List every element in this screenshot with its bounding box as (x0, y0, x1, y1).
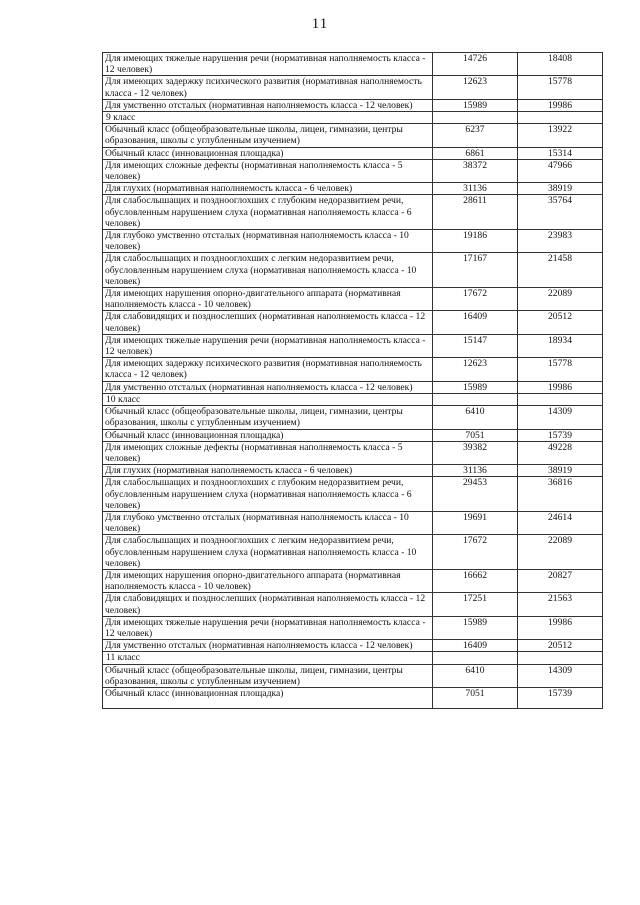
table-row (103, 381, 603, 393)
row-description: Для слабовидящих и позднослепших (нормативная наполняемость класса - 12 человек) (103, 311, 433, 334)
value-cell-2: 20512 (518, 640, 603, 652)
table-row (103, 358, 603, 381)
table-row (103, 477, 603, 512)
row-description: Для слабослышащих и позднооглохших с глубоким недоразвитием речи, обусловленным нарушением слуха (нормативная наполняемость класса - 6 человек) (103, 477, 433, 512)
table-row (103, 311, 603, 334)
row-description: Обычный класс (инновационная площадка) (103, 147, 433, 159)
value-cell-1: 17167 (433, 253, 518, 288)
value-cell-1: 15989 (433, 99, 518, 111)
row-description: Обычный класс (инновационная площадка) (103, 687, 433, 708)
value-cell-2: 14309 (518, 664, 603, 687)
value-cell-1: 6410 (433, 406, 518, 429)
table-row (103, 147, 603, 159)
table-row (103, 183, 603, 195)
table-row (103, 76, 603, 99)
value-cell-1: 17672 (433, 288, 518, 311)
row-description: Обычный класс (общеобразовательные школы, лицеи, гимназии, центры образования, школы с углубленным изучением) (103, 406, 433, 429)
table-row (103, 124, 603, 147)
row-description: Обычный класс (общеобразовательные школы, лицеи, гимназии, центры образования, школы с углубленным изучением) (103, 664, 433, 687)
value-cell-1: 16409 (433, 640, 518, 652)
value-cell-2: 13922 (518, 124, 603, 147)
table-row (103, 288, 603, 311)
value-cell-2: 49228 (518, 441, 603, 464)
value-cell-2: 47966 (518, 159, 603, 182)
section-label: 11 класс (103, 652, 433, 664)
value-cell-1: 19186 (433, 230, 518, 253)
table-row (103, 53, 603, 76)
table-row (103, 253, 603, 288)
row-description: Для глубоко умственно отсталых (нормативная наполняемость класса - 10 человек) (103, 230, 433, 253)
table-row (103, 195, 603, 230)
value-cell-2: 15778 (518, 76, 603, 99)
value-cell-1: 17672 (433, 535, 518, 570)
value-cell-1: 6410 (433, 664, 518, 687)
row-description: Для имеющих тяжелые нарушения речи (нормативная наполняемость класса - 12 человек) (103, 616, 433, 639)
row-description: Для умственно отсталых (нормативная наполняемость класса - 12 человек) (103, 640, 433, 652)
value-cell-1 (433, 652, 518, 664)
value-cell-2: 15739 (518, 687, 603, 708)
row-description: Для слабослышащих и позднооглохших с легким недоразвитием речи, обусловленным нарушением слуха (нормативная наполняемость класса - 10 человек) (103, 535, 433, 570)
row-description: Для имеющих сложные дефекты (нормативная наполняемость класса - 5 человек) (103, 159, 433, 182)
page-number: 11 (311, 16, 329, 32)
value-cell-1: 6237 (433, 124, 518, 147)
value-cell-1: 17251 (433, 593, 518, 616)
row-description: Для имеющих задержку психического развития (нормативная наполняемость класса - 12 человек) (103, 358, 433, 381)
value-cell-2: 23983 (518, 230, 603, 253)
value-cell-1: 12623 (433, 76, 518, 99)
value-cell-2 (518, 393, 603, 405)
value-cell-2: 18934 (518, 334, 603, 357)
row-description: Для глубоко умственно отсталых (нормативная наполняемость класса - 10 человек) (103, 511, 433, 534)
table-row (103, 230, 603, 253)
value-cell-1: 14726 (433, 53, 518, 76)
row-description: Для имеющих задержку психического развития (нормативная наполняемость класса - 12 человек) (103, 76, 433, 99)
table-row (103, 640, 603, 652)
value-cell-2: 24614 (518, 511, 603, 534)
table-row (103, 334, 603, 357)
section-header-row (103, 652, 603, 664)
table-row (103, 687, 603, 708)
section-label: 9 класс (103, 112, 433, 124)
section-label: 10 класс (103, 393, 433, 405)
row-description: Для имеющих тяжелые нарушения речи (нормативная наполняемость класса - 12 человек) (103, 53, 433, 76)
table-row (103, 511, 603, 534)
row-description: Для слабослышащих и позднооглохших с легким недоразвитием речи, обусловленным нарушением слуха (нормативная наполняемость класса - 10 человек) (103, 253, 433, 288)
table-row (103, 569, 603, 592)
table-row (103, 616, 603, 639)
table-body (103, 53, 603, 709)
value-cell-2: 38919 (518, 183, 603, 195)
value-cell-1: 6861 (433, 147, 518, 159)
value-cell-2: 38919 (518, 465, 603, 477)
value-cell-2: 20827 (518, 569, 603, 592)
table-row (103, 99, 603, 111)
value-cell-2: 14309 (518, 406, 603, 429)
value-cell-1: 19691 (433, 511, 518, 534)
value-cell-2: 22089 (518, 535, 603, 570)
table-row (103, 429, 603, 441)
row-description: Обычный класс (общеобразовательные школы, лицеи, гимназии, центры образования, школы с углубленным изучением) (103, 124, 433, 147)
value-cell-2 (518, 652, 603, 664)
row-description: Для имеющих сложные дефекты (нормативная наполняемость класса - 5 человек) (103, 441, 433, 464)
table-row (103, 465, 603, 477)
value-cell-1: 28611 (433, 195, 518, 230)
funding-norms-table (102, 52, 603, 709)
value-cell-2: 36816 (518, 477, 603, 512)
row-description: Для умственно отсталых (нормативная наполняемость класса - 12 человек) (103, 99, 433, 111)
value-cell-2: 19986 (518, 99, 603, 111)
value-cell-1: 15989 (433, 381, 518, 393)
value-cell-1: 16662 (433, 569, 518, 592)
row-description: Для глухих (нормативная наполняемость класса - 6 человек) (103, 183, 433, 195)
table-row (103, 664, 603, 687)
row-description: Для умственно отсталых (нормативная наполняемость класса - 12 человек) (103, 381, 433, 393)
value-cell-2 (518, 112, 603, 124)
value-cell-1: 39382 (433, 441, 518, 464)
row-description: Для имеющих тяжелые нарушения речи (нормативная наполняемость класса - 12 человек) (103, 334, 433, 357)
value-cell-1: 16409 (433, 311, 518, 334)
value-cell-2: 15739 (518, 429, 603, 441)
value-cell-2: 19986 (518, 381, 603, 393)
table-row (103, 535, 603, 570)
value-cell-1: 29453 (433, 477, 518, 512)
value-cell-1: 7051 (433, 429, 518, 441)
value-cell-1: 7051 (433, 687, 518, 708)
row-description: Для имеющих нарушения опорно-двигательного аппарата (нормативная наполняемость класса - 10 человек) (103, 288, 433, 311)
value-cell-1: 12623 (433, 358, 518, 381)
row-description: Для слабовидящих и позднослепших (нормативная наполняемость класса - 12 человек) (103, 593, 433, 616)
row-description: Для слабослышащих и позднооглохших с глубоким недоразвитием речи, обусловленным нарушением слуха (нормативная наполняемость класса - 6 человек) (103, 195, 433, 230)
value-cell-2: 19986 (518, 616, 603, 639)
value-cell-2: 20512 (518, 311, 603, 334)
value-cell-1: 31136 (433, 183, 518, 195)
value-cell-1: 38372 (433, 159, 518, 182)
value-cell-2: 21458 (518, 253, 603, 288)
table-row (103, 441, 603, 464)
value-cell-1 (433, 112, 518, 124)
value-cell-2: 21563 (518, 593, 603, 616)
row-description: Обычный класс (инновационная площадка) (103, 429, 433, 441)
value-cell-1 (433, 393, 518, 405)
value-cell-1: 15989 (433, 616, 518, 639)
table-row (103, 159, 603, 182)
section-header-row (103, 112, 603, 124)
row-description: Для глухих (нормативная наполняемость класса - 6 человек) (103, 465, 433, 477)
table-row (103, 593, 603, 616)
value-cell-1: 15147 (433, 334, 518, 357)
section-header-row (103, 393, 603, 405)
value-cell-2: 35764 (518, 195, 603, 230)
value-cell-2: 15778 (518, 358, 603, 381)
value-cell-2: 18408 (518, 53, 603, 76)
table-row (103, 406, 603, 429)
value-cell-2: 22089 (518, 288, 603, 311)
row-description: Для имеющих нарушения опорно-двигательного аппарата (нормативная наполняемость класса - 10 человек) (103, 569, 433, 592)
value-cell-2: 15314 (518, 147, 603, 159)
value-cell-1: 31136 (433, 465, 518, 477)
